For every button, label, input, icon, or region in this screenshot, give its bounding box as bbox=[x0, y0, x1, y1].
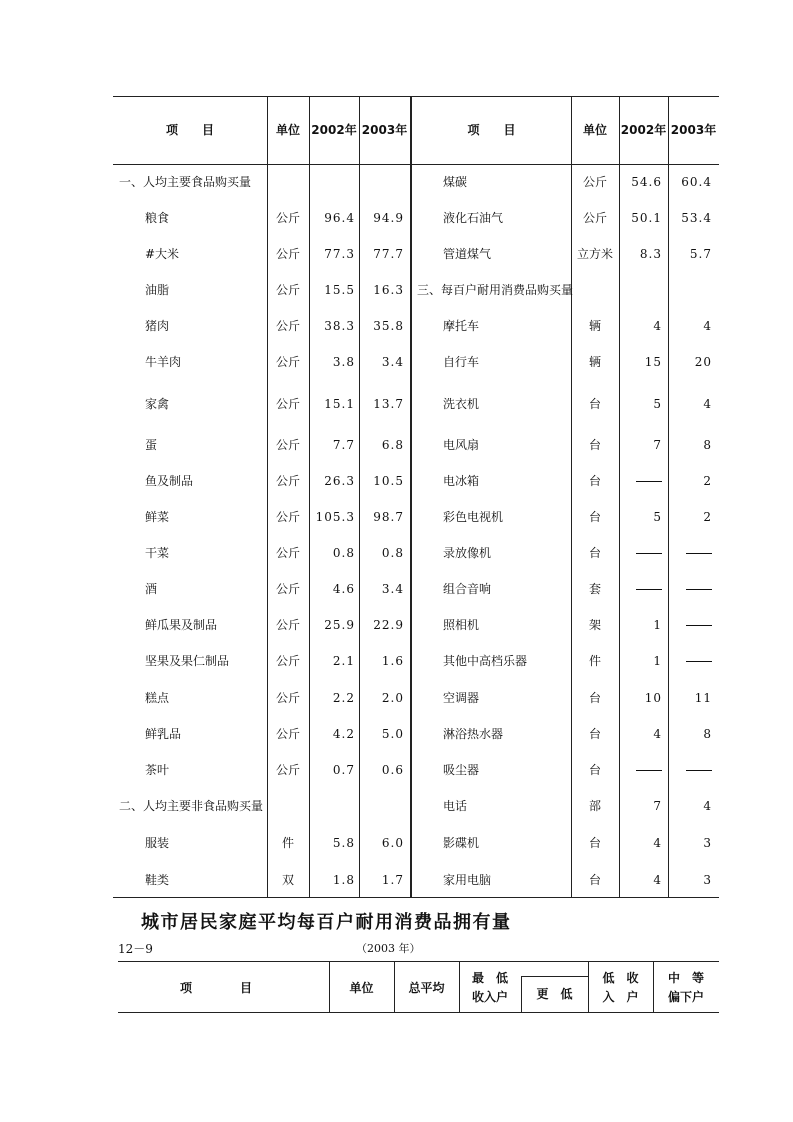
second-header-low-1: 低 收 bbox=[602, 971, 639, 985]
second-header-midlow-2: 偏下户 bbox=[667, 990, 704, 1004]
row-value-2002: 7.7 bbox=[332, 438, 355, 452]
row-label: 空调器 bbox=[443, 691, 480, 705]
row-unit: 台 bbox=[588, 438, 601, 452]
second-table-top-rule bbox=[118, 961, 719, 962]
row-label: 三、每百户耐用消费品购买量 bbox=[417, 283, 574, 297]
row-value-2003: 3.4 bbox=[381, 582, 404, 596]
col-divider-middle bbox=[410, 96, 412, 897]
dash-mark bbox=[686, 589, 712, 590]
row-value-2003: 10.5 bbox=[373, 474, 404, 488]
row-label: 猪肉 bbox=[145, 319, 170, 333]
row-label: 电冰箱 bbox=[443, 474, 480, 488]
row-value-2002: 26.3 bbox=[324, 474, 355, 488]
row-value-2002: 7 bbox=[653, 438, 662, 452]
header-2002-left: 2002年 bbox=[311, 123, 357, 137]
row-unit: 部 bbox=[588, 799, 601, 813]
row-value-2002: 5 bbox=[653, 510, 662, 524]
row-value-2003: 6.0 bbox=[381, 836, 404, 850]
row-value-2003: 3 bbox=[703, 836, 712, 850]
second-header-lowest-2: 收入户 bbox=[471, 990, 508, 1004]
row-unit: 公斤 bbox=[275, 691, 300, 705]
row-unit: 台 bbox=[588, 727, 601, 741]
row-label: 电风扇 bbox=[443, 438, 480, 452]
row-unit: 台 bbox=[588, 510, 601, 524]
row-unit: 公斤 bbox=[275, 283, 300, 297]
row-label: #大米 bbox=[145, 247, 180, 261]
second-header-low-2: 入 户 bbox=[602, 990, 639, 1004]
row-label: 蛋 bbox=[145, 438, 158, 452]
row-label: 酒 bbox=[145, 582, 158, 596]
row-value-2002: 96.4 bbox=[324, 211, 355, 225]
row-value-2003: 5.0 bbox=[381, 727, 404, 741]
row-value-2003: 2 bbox=[703, 474, 712, 488]
row-label: 家用电脑 bbox=[443, 873, 492, 887]
row-label: 茶叶 bbox=[145, 763, 170, 777]
row-value-2002 bbox=[619, 545, 662, 561]
row-value-2002: 77.3 bbox=[324, 247, 355, 261]
row-unit: 台 bbox=[588, 691, 601, 705]
row-value-2002 bbox=[619, 762, 662, 778]
row-label: 油脂 bbox=[145, 283, 170, 297]
row-value-2002: 105.3 bbox=[315, 510, 355, 524]
row-label: 鲜瓜果及制品 bbox=[145, 618, 218, 632]
row-unit: 公斤 bbox=[582, 211, 607, 225]
dash-mark bbox=[636, 770, 662, 771]
dash-mark bbox=[686, 770, 712, 771]
row-label: 组合音响 bbox=[443, 582, 492, 596]
row-value-2002: 5.8 bbox=[332, 836, 355, 850]
row-label: 淋浴热水器 bbox=[443, 727, 504, 741]
row-unit: 辆 bbox=[588, 355, 601, 369]
year-note: （2003 年） bbox=[356, 942, 421, 955]
row-label: 洗衣机 bbox=[443, 397, 480, 411]
row-value-2003 bbox=[668, 762, 712, 778]
row-value-2003: 4 bbox=[703, 319, 712, 333]
second-col-divider-5 bbox=[653, 961, 654, 1013]
row-value-2002: 0.7 bbox=[332, 763, 355, 777]
row-label: 一、人均主要食品购买量 bbox=[119, 175, 252, 189]
row-unit: 公斤 bbox=[275, 546, 300, 560]
row-value-2002: 4 bbox=[653, 836, 662, 850]
row-label: 电话 bbox=[443, 799, 468, 813]
header-2003-left: 2003年 bbox=[361, 123, 408, 137]
row-value-2002: 15.1 bbox=[324, 397, 355, 411]
second-header-avg: 总平均 bbox=[408, 981, 445, 995]
row-value-2002: 2.1 bbox=[332, 654, 355, 668]
row-value-2002: 1 bbox=[653, 654, 662, 668]
row-value-2003: 60.4 bbox=[681, 175, 712, 189]
dash-mark bbox=[636, 589, 662, 590]
row-value-2002: 4.2 bbox=[332, 727, 355, 741]
row-value-2003: 0.6 bbox=[381, 763, 404, 777]
row-label: 影碟机 bbox=[443, 836, 480, 850]
row-unit: 公斤 bbox=[582, 175, 607, 189]
second-table-header-rule bbox=[118, 1012, 719, 1013]
row-value-2002: 38.3 bbox=[324, 319, 355, 333]
row-value-2002: 50.1 bbox=[631, 211, 662, 225]
dash-mark bbox=[686, 661, 712, 662]
row-value-2003: 98.7 bbox=[373, 510, 404, 524]
header-2002-right: 2002年 bbox=[620, 123, 667, 137]
row-value-2003: 0.8 bbox=[381, 546, 404, 560]
row-value-2002: 2.2 bbox=[332, 691, 355, 705]
row-value-2003: 8 bbox=[703, 438, 712, 452]
row-value-2003: 53.4 bbox=[681, 211, 712, 225]
row-value-2002: 1.8 bbox=[332, 873, 355, 887]
row-label: 服装 bbox=[145, 836, 170, 850]
row-unit: 公斤 bbox=[275, 582, 300, 596]
row-label: 坚果及果仁制品 bbox=[145, 654, 230, 668]
row-value-2003: 11 bbox=[694, 691, 712, 705]
row-label: 鱼及制品 bbox=[145, 474, 194, 488]
header-bottom-rule bbox=[113, 164, 719, 165]
second-header-unit: 单位 bbox=[349, 981, 374, 995]
table-bottom-rule bbox=[113, 897, 719, 898]
row-unit: 台 bbox=[588, 474, 601, 488]
row-value-2002: 1 bbox=[653, 618, 662, 632]
row-unit: 公斤 bbox=[275, 319, 300, 333]
row-unit: 公斤 bbox=[275, 247, 300, 261]
row-value-2002: 4 bbox=[653, 319, 662, 333]
row-label: 液化石油气 bbox=[443, 211, 504, 225]
row-unit: 套 bbox=[588, 582, 601, 596]
row-unit: 公斤 bbox=[275, 355, 300, 369]
row-label: 鲜菜 bbox=[145, 510, 170, 524]
row-unit: 立方米 bbox=[576, 247, 613, 261]
row-unit: 双 bbox=[281, 873, 294, 887]
row-value-2002: 15 bbox=[644, 355, 662, 369]
row-value-2003: 35.8 bbox=[373, 319, 404, 333]
row-value-2002: 5 bbox=[653, 397, 662, 411]
row-value-2003: 5.7 bbox=[689, 247, 712, 261]
second-header-lowest-1: 最 低 bbox=[471, 971, 508, 985]
second-col-divider-4 bbox=[588, 961, 589, 1013]
row-value-2002: 4 bbox=[653, 873, 662, 887]
row-unit: 台 bbox=[588, 763, 601, 777]
row-label: 录放像机 bbox=[443, 546, 492, 560]
header-item-right: 项 目 bbox=[467, 123, 516, 137]
row-unit: 公斤 bbox=[275, 474, 300, 488]
table-number: 12－9 bbox=[118, 942, 153, 956]
header-unit-right: 单位 bbox=[582, 123, 607, 137]
row-value-2002: 4 bbox=[653, 727, 662, 741]
row-value-2003 bbox=[668, 545, 712, 561]
row-value-2002: 15.5 bbox=[324, 283, 355, 297]
row-label: 照相机 bbox=[443, 618, 480, 632]
dash-mark bbox=[686, 625, 712, 626]
row-label: 粮食 bbox=[145, 211, 170, 225]
row-unit: 台 bbox=[588, 546, 601, 560]
row-label: 二、人均主要非食品购买量 bbox=[119, 799, 264, 813]
row-unit: 台 bbox=[588, 836, 601, 850]
row-value-2003: 13.7 bbox=[373, 397, 404, 411]
dash-mark bbox=[636, 481, 662, 482]
row-label: 家禽 bbox=[145, 397, 170, 411]
row-value-2002: 0.8 bbox=[332, 546, 355, 560]
row-value-2002: 4.6 bbox=[332, 582, 355, 596]
row-value-2003: 3.4 bbox=[381, 355, 404, 369]
row-value-2003: 16.3 bbox=[373, 283, 404, 297]
row-value-2003: 6.8 bbox=[381, 438, 404, 452]
row-value-2003: 77.7 bbox=[373, 247, 404, 261]
row-label: 煤碳 bbox=[443, 175, 468, 189]
row-label: 干菜 bbox=[145, 546, 170, 560]
row-unit: 公斤 bbox=[275, 397, 300, 411]
row-value-2003: 8 bbox=[703, 727, 712, 741]
row-label: 吸尘器 bbox=[443, 763, 480, 777]
row-label: 彩色电视机 bbox=[443, 510, 504, 524]
row-unit: 件 bbox=[588, 654, 601, 668]
header-2003-right: 2003年 bbox=[670, 123, 717, 137]
row-unit: 公斤 bbox=[275, 211, 300, 225]
row-unit: 件 bbox=[281, 836, 294, 850]
row-unit: 台 bbox=[588, 873, 601, 887]
row-value-2003: 2.0 bbox=[381, 691, 404, 705]
header-item-left: 项 目 bbox=[165, 123, 214, 137]
row-value-2003: 2 bbox=[703, 510, 712, 524]
table-top-rule bbox=[113, 96, 719, 97]
row-unit: 公斤 bbox=[275, 763, 300, 777]
dash-mark bbox=[686, 553, 712, 554]
row-label: 牛羊肉 bbox=[145, 355, 182, 369]
row-unit: 公斤 bbox=[275, 727, 300, 741]
second-header-midlow-1: 中 等 bbox=[667, 971, 704, 985]
row-value-2002: 3.8 bbox=[332, 355, 355, 369]
row-value-2002 bbox=[619, 473, 662, 489]
row-unit: 辆 bbox=[588, 319, 601, 333]
row-label: 管道煤气 bbox=[443, 247, 492, 261]
header-unit-left: 单位 bbox=[275, 123, 300, 137]
row-value-2003: 20 bbox=[694, 355, 712, 369]
second-col-divider-3 bbox=[459, 961, 460, 1013]
row-value-2003: 1.6 bbox=[381, 654, 404, 668]
row-unit: 公斤 bbox=[275, 438, 300, 452]
row-unit: 台 bbox=[588, 397, 601, 411]
row-label: 摩托车 bbox=[443, 319, 480, 333]
second-header-item: 项 目 bbox=[180, 981, 253, 995]
second-table-title: 城市居民家庭平均每百户耐用消费品拥有量 bbox=[141, 912, 512, 933]
row-value-2002: 25.9 bbox=[324, 618, 355, 632]
row-unit: 公斤 bbox=[275, 510, 300, 524]
row-value-2003 bbox=[668, 617, 712, 633]
row-value-2003: 22.9 bbox=[373, 618, 404, 632]
row-value-2002 bbox=[619, 581, 662, 597]
row-value-2003: 3 bbox=[703, 873, 712, 887]
row-label: 鲜乳品 bbox=[145, 727, 182, 741]
second-sub-rule bbox=[521, 976, 588, 977]
row-unit: 公斤 bbox=[275, 654, 300, 668]
row-value-2002: 10 bbox=[644, 691, 662, 705]
row-label: 鞋类 bbox=[145, 873, 170, 887]
row-value-2003: 94.9 bbox=[373, 211, 404, 225]
row-unit: 公斤 bbox=[275, 618, 300, 632]
row-value-2003 bbox=[668, 581, 712, 597]
row-unit: 架 bbox=[588, 618, 601, 632]
row-value-2003 bbox=[668, 653, 712, 669]
row-value-2002: 8.3 bbox=[639, 247, 662, 261]
row-value-2003: 4 bbox=[703, 397, 712, 411]
row-label: 自行车 bbox=[443, 355, 480, 369]
row-value-2002: 7 bbox=[653, 799, 662, 813]
second-header-poorest: 更 低 bbox=[536, 987, 573, 1001]
row-value-2003: 1.7 bbox=[381, 873, 404, 887]
row-label: 其他中高档乐器 bbox=[443, 654, 528, 668]
row-value-2003: 4 bbox=[703, 799, 712, 813]
dash-mark bbox=[636, 553, 662, 554]
row-label: 糕点 bbox=[145, 691, 170, 705]
row-value-2002: 54.6 bbox=[631, 175, 662, 189]
